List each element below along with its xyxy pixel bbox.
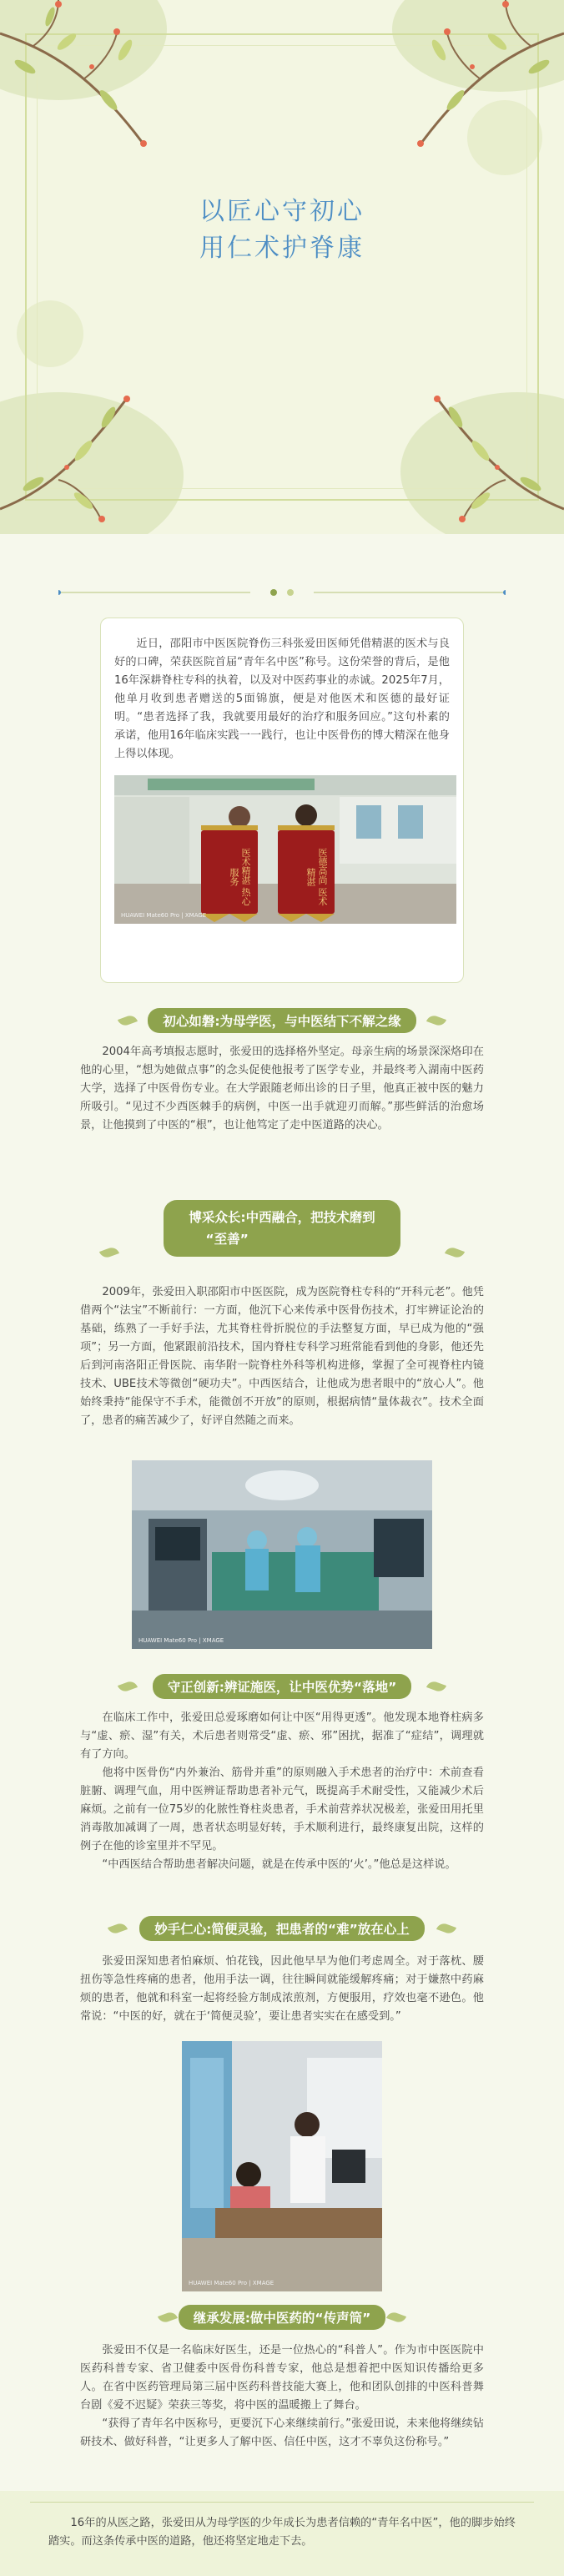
section-5-heading xyxy=(67,2305,497,2330)
intro-paragraph: 近日，邵阳市中医医院脊伤三科张爱田医师凭借精湛的医术与良好的口碑，荣获医院首届“青年名中医”称号。这份荣誉的背后，是他16年深耕脊柱专科的执着，以及对中医药事业的赤诚。2025年7月，他单月收到患者赠送的5面锦旗，便是对他医术和医德的最好证明。“患者选择了我，我就要用最好的治疗和服务回应。”这句朴素的承诺，他用16年临床实践一一践行，也让中医骨伤的博大精深在他身上得以体现。 xyxy=(114,638,450,760)
consultation-photo xyxy=(182,2041,382,2291)
branch-bottom-right-icon xyxy=(397,384,564,534)
surgery-photo xyxy=(132,1460,432,1649)
section-5-paragraph-1: 张爱田不仅是一名临床好医生，还是一位热心的“科普人”。作为市中医医院中医药科普专家、省卫健委中医骨伤科普专家，他总是想着把中医知识传播给更多人。在省中医药管理局第三届中医药科普技能大赛上，他和团队创排的中医科普舞台剧《爱不迟疑》荣获三等奖，将中医的温暖搬上了舞台。 xyxy=(80,2344,484,2412)
leaf-icon xyxy=(108,1922,128,1936)
leaf-icon xyxy=(426,1014,446,1028)
surgery-photo-scene xyxy=(132,1460,432,1649)
leaf-icon xyxy=(386,2311,406,2325)
section-2-paragraph: 2009年，张爱田入职邵阳市中医医院，成为医院脊柱专科的“开科元老”。他凭借两个“法宝”不断前行：一方面，他沉下心来传承中医骨伤技术，打牢辨证论治的基础，练熟了一手好手法，尤其脊柱骨折脱位的手法整复方面，早已成为他的“强项”；另一方面，他紧跟前沿技术，国内脊柱专科学习班常能看到他的身影，他还先后到河南洛阳正骨医院、南华附一院脊柱外科等机构进修，掌握了全可视脊柱内镜技术、UBE技术等微创“硬功夫”。中西医结合，让他成为患者眼中的“放心人”。他始终秉持“能保守不手术，能微创不开放”的原则，根据病情“量体裁衣”。技术全面了，患者的痛苦减少了，好评自然随之而来。 xyxy=(80,1286,484,1427)
section-3-paragraph-3: “中西医结合帮助患者解决问题，就是在传承中医的‘火’。”他总是这样说。 xyxy=(102,1858,456,1871)
section-2-title-line-1: 博采众长:中西融合，把技术磨到 xyxy=(189,1210,375,1225)
photo-watermark: HUAWEI Mate60 Pro | XMAGE xyxy=(121,912,207,919)
leaf-icon xyxy=(426,1680,446,1694)
branch-bottom-left-icon xyxy=(0,384,167,534)
section-2-heading xyxy=(67,1200,497,1257)
section-3-body xyxy=(80,1709,484,1874)
closing-card xyxy=(30,2502,534,2568)
closing-paragraph: 16年的从医之路，张爱田从为母学医的少年成长为患者信赖的“青年名中医”，他的脚步始终踏实。而这条传承中医的道路，他还将坚定地走下去。 xyxy=(48,2517,516,2548)
photo-watermark: HUAWEI Mate60 Pro | XMAGE xyxy=(138,1637,224,1644)
leaf-icon xyxy=(118,1014,138,1028)
section-3-paragraph-2: 他将中医骨伤“内外兼治、筋骨并重”的原则融入手术患者的治疗中：术前查看脏腑、调理气血，用中医辨证帮助患者补元气，既提高手术耐受性，又能减少术后麻烦。之前有一位75岁的化脓性脊柱炎患者，手术前营养状况极差，张爱田用托里消毒散加减调了一周，患者状态明显好转，手术顺利进行，最终康复出院，这样的例子在他的诊室里并不罕见。 xyxy=(80,1767,484,1853)
section-2-title-line-2: “至善” xyxy=(205,1232,249,1247)
leaf-icon xyxy=(445,1246,465,1260)
title-line-2: 用仁术护脊康 xyxy=(199,234,365,263)
consultation-photo-scene xyxy=(182,2041,382,2291)
leaf-icon xyxy=(118,1680,138,1694)
section-divider xyxy=(58,584,506,601)
banner-right-text: 医德高尚 医术精湛 xyxy=(305,848,328,906)
section-5-body xyxy=(80,2342,484,2452)
section-1-heading xyxy=(67,1008,497,1033)
cover-banner xyxy=(0,0,564,534)
section-1-title: 初心如磐:为母学医，与中医结下不解之缘 xyxy=(148,1008,415,1033)
section-5-paragraph-2: “获得了青年名中医称号，更要沉下心来继续前行。”张爱田说，未来他将继续钻研技术、做好科普，“让更多人了解中医、信任中医，这才不辜负这份称号。” xyxy=(80,2417,484,2448)
title-line-1: 以匠心守初心 xyxy=(199,197,365,226)
section-2-body xyxy=(80,1283,484,1430)
section-3-paragraph-1: 在临床工作中，张爱田总爱琢磨如何让中医“用得更透”。他发现本地脊柱病多与“虚、瘀、湿”有关，术后患者则常受“虚、瘀、邪”困扰，据准了“症结”，调理就有了方向。 xyxy=(80,1711,484,1761)
section-3-title: 守正创新:辨证施医，让中医优势“落地” xyxy=(153,1674,412,1699)
section-3-heading xyxy=(67,1674,497,1699)
cover-title xyxy=(0,194,564,267)
section-5-title: 继承发展:做中医药的“传声筒” xyxy=(179,2305,386,2330)
leaf-icon xyxy=(99,1246,119,1260)
branch-top-left-icon xyxy=(0,0,167,159)
branch-top-right-icon xyxy=(397,0,564,159)
section-1-body xyxy=(80,1043,484,1135)
section-4-title: 妙手仁心:简便灵验，把患者的“难”放在心上 xyxy=(139,1916,425,1941)
leaf-icon xyxy=(158,2311,178,2325)
section-4-heading xyxy=(67,1916,497,1941)
section-4-body xyxy=(80,1953,484,2026)
section-2-title xyxy=(164,1200,400,1257)
intro-card xyxy=(100,618,464,983)
section-4-paragraph: 张爱田深知患者怕麻烦、怕花钱，因此他早早为他们考虑周全。对于落枕、腰扭伤等急性疼痛的患者，他用手法一调，往往瞬间就能缓解疼痛；对于嫌熬中药麻烦的患者，他就和科室一起将经验方制成浓煎剂，方便服用，疗效也毫不逊色。他常说：“中医的好，就在于‘简便灵验’，要让患者实实在在感受到。” xyxy=(80,1955,484,2023)
banner-left-text: 医术精湛 热心服务 xyxy=(229,848,251,906)
photo-watermark: HUAWEI Mate60 Pro | XMAGE xyxy=(189,2280,274,2286)
section-1-paragraph: 2004年高考填报志愿时，张爱田的选择格外坚定。母亲生病的场景深深烙印在他的心里，“想为她做点事”的念头促使他报考了医学专业，并最终考入湖南中医药大学，选择了中医骨伤专业。在大学跟随老师出诊的日子里，他真正被中医的魅力所吸引。“见过不少西医棘手的病例，中医一出手就迎刃而解。”那些鲜活的治愈场景，让他摸到了中医的“根”，也让他笃定了走中医道路的决心。 xyxy=(80,1046,484,1132)
leaf-icon xyxy=(436,1922,456,1936)
award-photo xyxy=(114,775,456,924)
